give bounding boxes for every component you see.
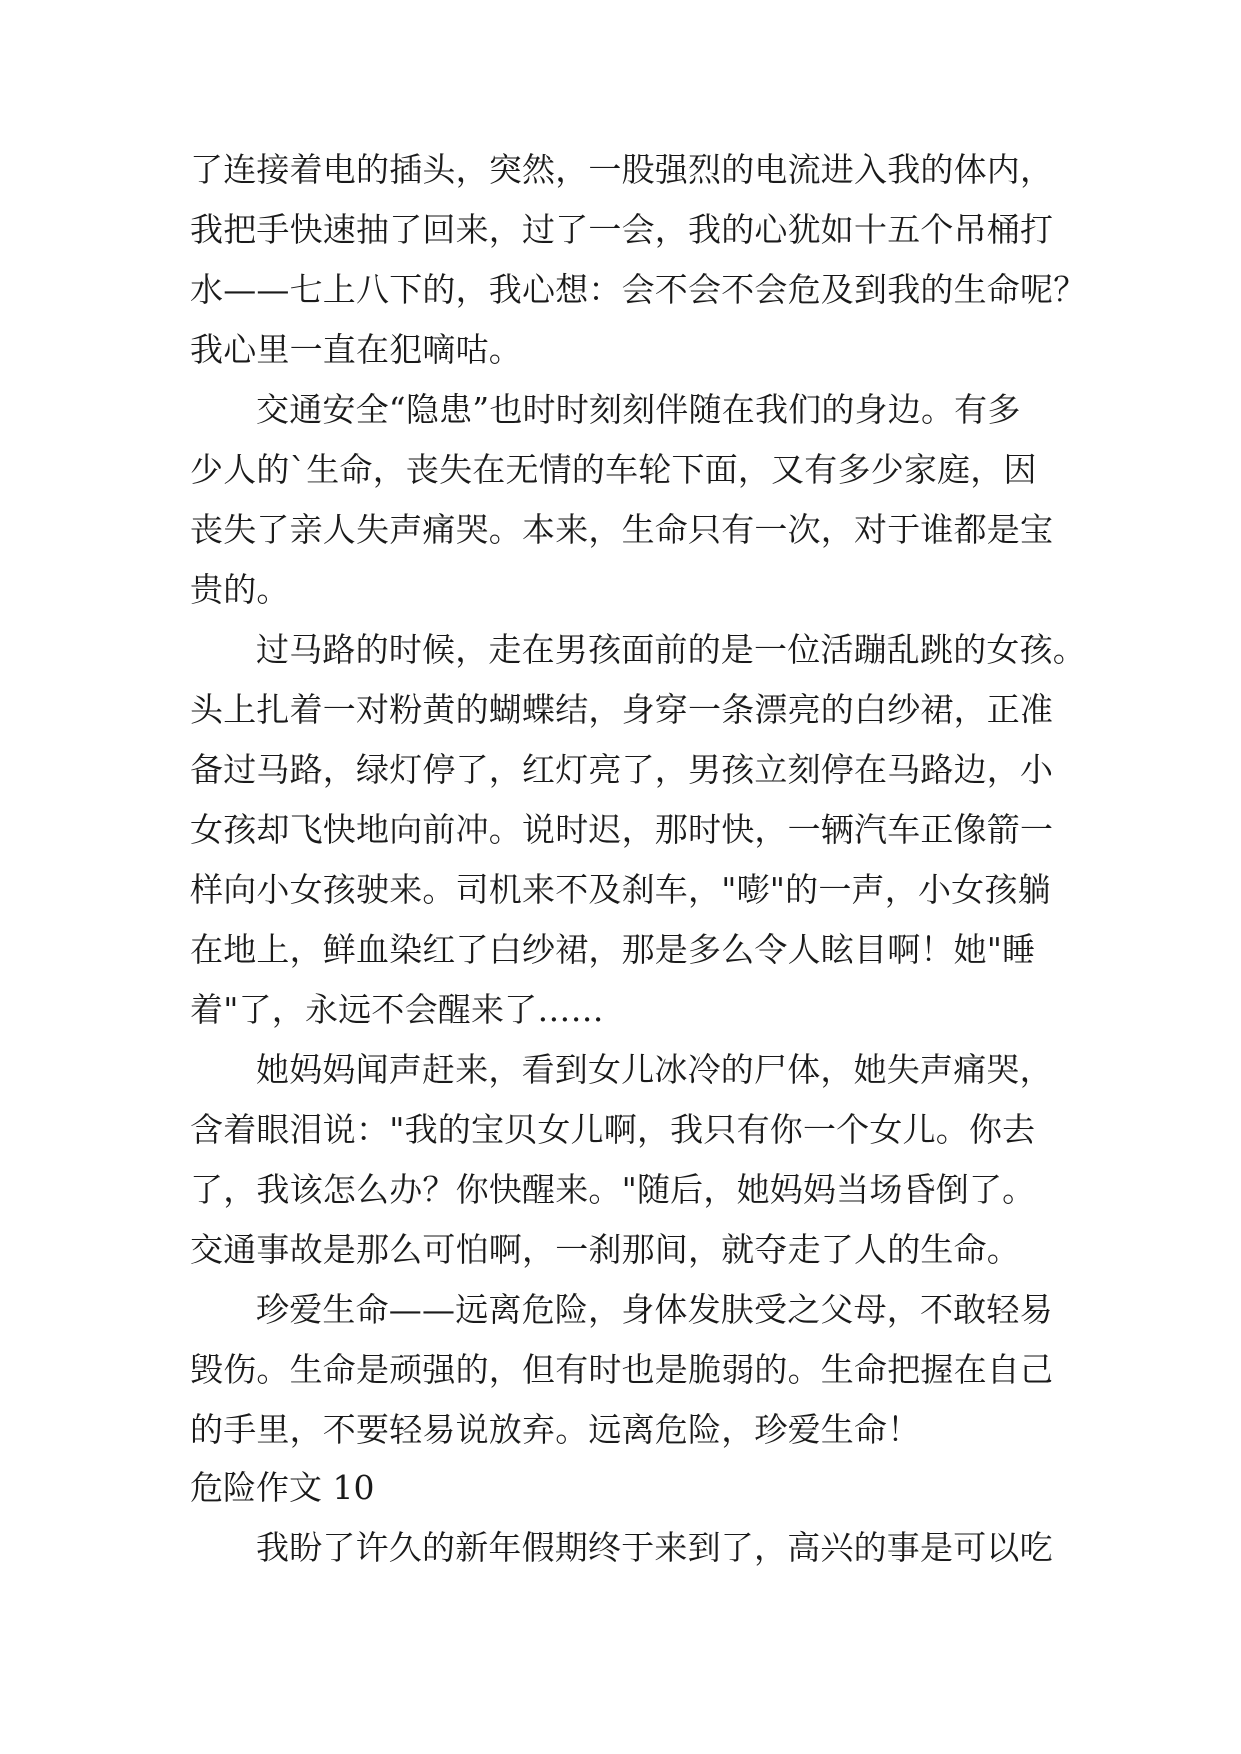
text-line: 了，我该怎么办？你快醒来。"随后，她妈妈当场昏倒了。 <box>190 1170 1036 1209</box>
text-line: 水——七上八下的，我心想：会不会不会危及到我的生命呢？ <box>190 270 1087 309</box>
text-line: 毁伤。生命是顽强的，但有时也是脆弱的。生命把握在自己 <box>190 1350 1054 1389</box>
paragraph-first-line: 她妈妈闻声赶来，看到女儿冰冷的尸体，她失声痛哭， <box>256 1050 1053 1089</box>
text-line: 含着眼泪说："我的宝贝女儿啊，我只有你一个女儿。你去 <box>190 1110 1036 1149</box>
text-line: 少人的`生命，丧失在无情的车轮下面，又有多少家庭，因 <box>190 450 1037 489</box>
text-line: 了连接着电的插头，突然，一股强烈的电流进入我的体内， <box>190 150 1054 189</box>
text-line: 我心里一直在犯嘀咕。 <box>190 330 522 369</box>
text-line: 我把手快速抽了回来，过了一会，我的心犹如十五个吊桶打 <box>190 210 1054 249</box>
paragraph-first-line: 珍爱生命——远离危险，身体发肤受之父母，不敢轻易 <box>256 1290 1053 1329</box>
text-line: 贵的。 <box>190 570 290 609</box>
section-heading: 危险作文 10 <box>190 1468 375 1507</box>
text-line: 丧失了亲人失声痛哭。本来，生命只有一次，对于谁都是宝 <box>190 510 1054 549</box>
paragraph-first-line: 交通安全“隐患”也时时刻刻伴随在我们的身边。有多 <box>256 390 1021 429</box>
text-line: 样向小女孩驶来。司机来不及刹车，"嘭"的一声，小女孩躺 <box>190 870 1051 909</box>
text-line: 在地上，鲜血染红了白纱裙，那是多么令人眩目啊！她"睡 <box>190 930 1036 969</box>
text-line: 女孩却飞快地向前冲。说时迟，那时快，一辆汽车正像箭一 <box>190 810 1054 849</box>
paragraph-first-line: 我盼了许久的新年假期终于来到了，高兴的事是可以吃 <box>256 1528 1053 1567</box>
text-line: 着"了，永远不会醒来了…… <box>190 990 604 1029</box>
text-line: 交通事故是那么可怕啊，一刹那间，就夺走了人的生命。 <box>190 1230 1020 1269</box>
text-line: 备过马路，绿灯停了，红灯亮了，男孩立刻停在马路边，小 <box>190 750 1054 789</box>
paragraph-first-line: 过马路的时候，走在男孩面前的是一位活蹦乱跳的女孩。 <box>256 630 1086 669</box>
text-line: 的手里，不要轻易说放弃。远离危险，珍爱生命！ <box>190 1410 921 1449</box>
text-line: 头上扎着一对粉黄的蝴蝶结，身穿一条漂亮的白纱裙，正准 <box>190 690 1054 729</box>
